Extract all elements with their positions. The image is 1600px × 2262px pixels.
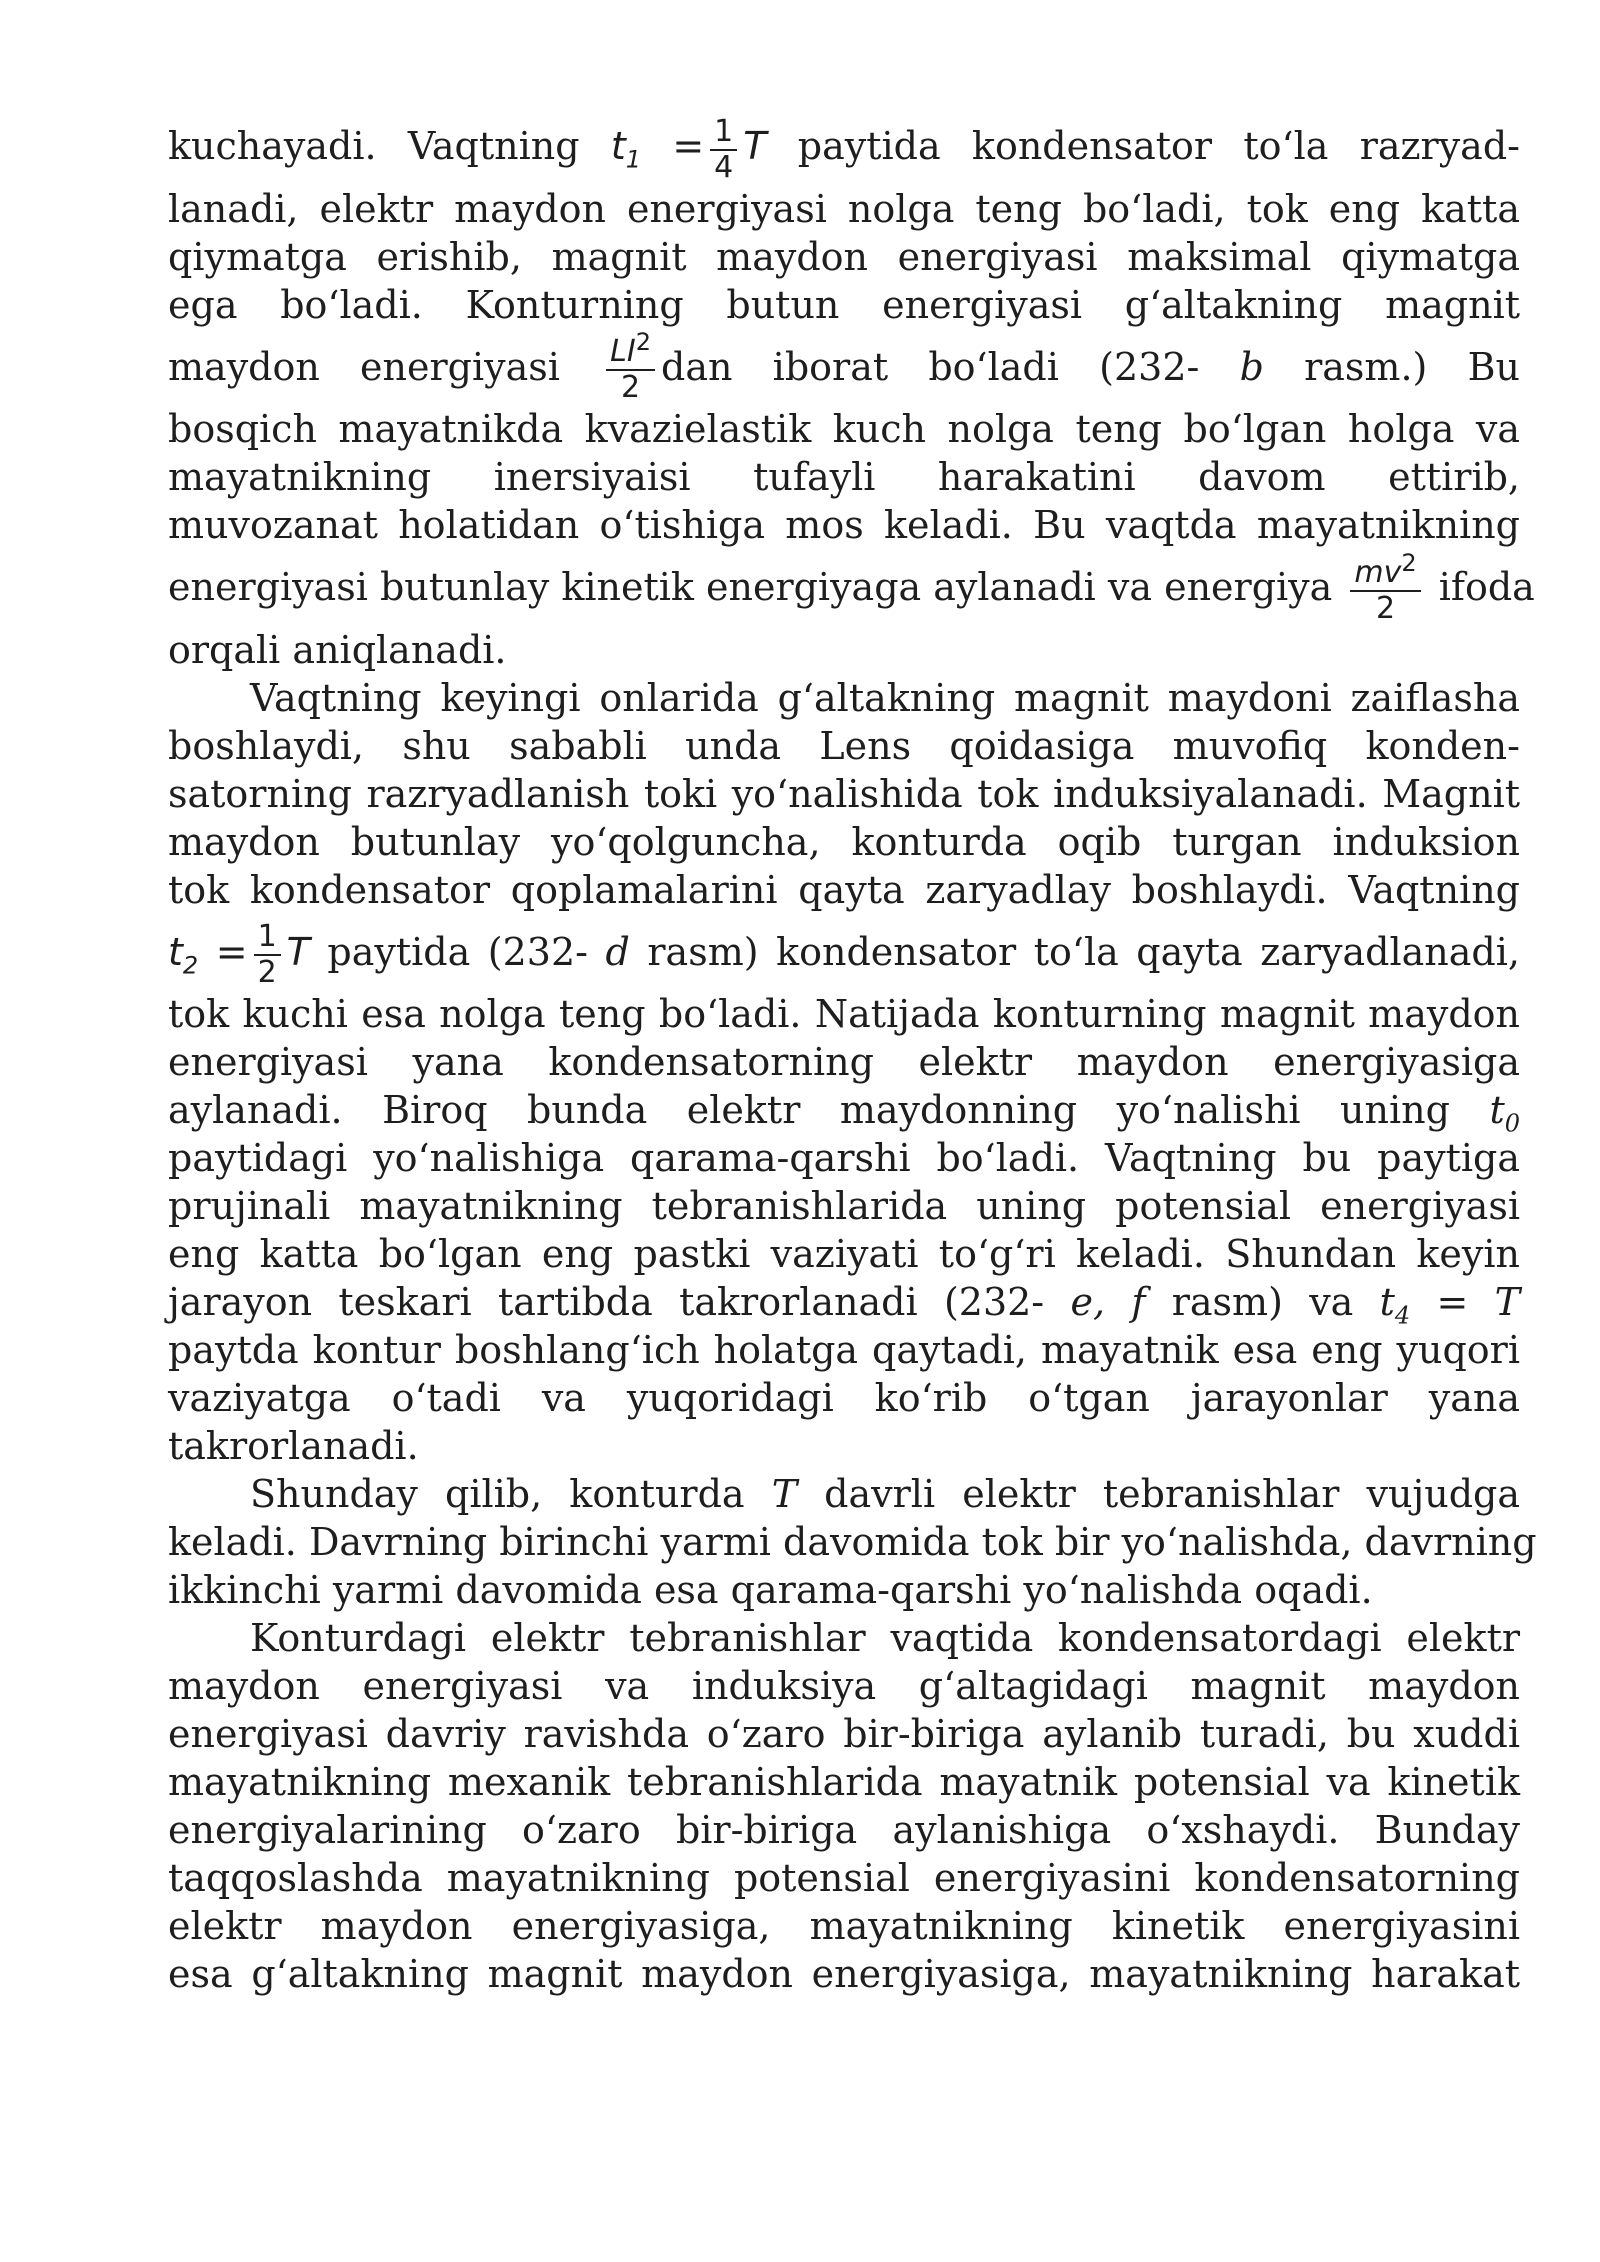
text-line: taqqoslashda mayatnikning potensial energiyasini kondensatorning bbox=[168, 1856, 1520, 1900]
text-line: satorning razryadlanish toki yo‘nalishida tok induksiyalanadi. Magnit bbox=[168, 771, 1520, 816]
time-variable: $t_2$ bbox=[168, 929, 199, 980]
text-line: $t_2$ = $\frac{1}{2}$ T paytida (232- d rasm) kondensator to‘la qayta zaryadlanadi, bbox=[168, 919, 1520, 990]
fraction-one-half: $\frac{1}{2}$ bbox=[254, 920, 281, 990]
paragraph-3 bbox=[168, 1470, 1537, 1614]
equals-sign: = bbox=[672, 124, 705, 168]
text-line: muvozanat holatidan o‘tishiga mos keladi. Bu vaqtda mayatnikning bbox=[168, 503, 1520, 547]
text-line: prujinali mayatnikning tebranishlarida uning potensial energiyasi bbox=[168, 1184, 1520, 1228]
text-line: orqali aniqlanadi. bbox=[168, 627, 507, 672]
fraction-one-quarter: $\frac{1}{4}$ bbox=[710, 115, 737, 185]
text-line: paytda kontur boshlang‘ich holatga qaytadi, mayatnik esa eng yuqori bbox=[168, 1328, 1520, 1372]
text-line: aylanadi. Biroq bunda elektr maydonning yo‘nalishi uning $t_0$ bbox=[168, 1088, 1520, 1138]
equals-sign: = bbox=[215, 929, 248, 974]
time-variable: $t_4$ bbox=[1379, 1280, 1411, 1330]
time-variable: $t_1$ bbox=[610, 124, 642, 174]
paragraph-2 bbox=[168, 674, 1520, 1471]
text-line: takrorlanadi. bbox=[168, 1424, 419, 1468]
paragraph-1 bbox=[168, 108, 1535, 674]
fraction-magnetic-energy: $\frac{LI^2}{2}$ bbox=[606, 335, 655, 405]
period-symbol: T bbox=[743, 124, 767, 168]
page-body bbox=[168, 108, 1537, 1998]
text-line: boshlaydi, shu sababli unda Lens qoidasiga muvofiq konden- bbox=[168, 723, 1520, 768]
text-line: paytidagi yo‘nalishiga qarama-qarshi bo‘ladi. Vaqtning bu paytiga bbox=[168, 1136, 1520, 1180]
period-symbol: T bbox=[286, 929, 310, 974]
text-line: ikkinchi yarmi davomida esa qarama-qarshi yo‘nalishda oqadi. bbox=[168, 1568, 1373, 1612]
text-line: mayatnikning mexanik tebranishlarida mayatnik potensial va kinetik bbox=[168, 1760, 1520, 1804]
text-line: keladi. Davrning birinchi yarmi davomida tok bir yo‘nalishda, davrning bbox=[168, 1520, 1537, 1564]
text-line: esa g‘altakning magnit maydon energiyasiga, mayatnikning harakat bbox=[168, 1952, 1520, 1996]
text-line: tok kuchi esa nolga teng bo‘ladi. Natijada konturning magnit maydon bbox=[168, 992, 1520, 1036]
text-line: Vaqtning keyingi onlarida g‘altakning magnit maydoni zaiflasha bbox=[250, 675, 1520, 720]
text-line: energiyasi butunlay kinetik energiyaga aylanadi va energiya $\frac{mv^2}{2}$ ifoda bbox=[168, 548, 1535, 626]
text-line: jarayon teskari tartibda takrorlanadi (232- e, f rasm) va $t_4 = T$ bbox=[168, 1280, 1520, 1330]
text-line: tok kondensator qoplamalarini qayta zaryadlay boshlaydi. Vaqtning bbox=[168, 867, 1520, 912]
paragraph-4 bbox=[168, 1614, 1520, 1998]
text-line: energiyalarining o‘zaro bir-biriga aylanishiga o‘xshaydi. Bunday bbox=[168, 1808, 1520, 1852]
text-line: energiyasi davriy ravishda o‘zaro bir-biriga aylanib turadi, bu xuddi bbox=[168, 1712, 1520, 1756]
text-line: mayatnikning inersiyaisi tufayli harakatini davom ettirib, bbox=[168, 455, 1520, 499]
text-line: lanadi, elektr maydon energiyasi nolga teng bo‘ladi, tok eng katta bbox=[168, 186, 1520, 231]
text-line: Konturdagi elektr tebranishlar vaqtida kondensatordagi elektr bbox=[250, 1616, 1520, 1660]
text-line: eng katta bo‘lgan eng pastki vaziyati to‘g‘ri keladi. Shundan keyin bbox=[168, 1232, 1520, 1276]
text-line: elektr maydon energiyasiga, mayatnikning kinetik energiyasini bbox=[168, 1904, 1520, 1948]
text-line: kuchayadi. Vaqtning $t_1$ = $\frac{1}{4}$ T paytida kondensator to‘la razryad- bbox=[168, 113, 1520, 185]
text-line: qiymatga erishib, magnit maydon energiyasi maksimal qiymatga bbox=[168, 234, 1520, 279]
text-line: Shunday qilib, konturda T davrli elektr tebranishlar vujudga bbox=[250, 1472, 1520, 1516]
text-line: energiyasi yana kondensatorning elektr maydon energiyasiga bbox=[168, 1040, 1520, 1084]
text-line: maydon butunlay yo‘qolguncha, konturda oqib turgan induksion bbox=[168, 819, 1520, 864]
text-line: maydon energiyasi $\frac{LI^2}{2}$ dan iborat bo‘ladi (232- b rasm.) Bu bbox=[168, 328, 1520, 405]
text-line: bosqich mayatnikda kvazielastik kuch nolga teng bo‘lgan holga va bbox=[168, 407, 1520, 451]
text-line: vaziyatga o‘tadi va yuqoridagi ko‘rib o‘tgan jarayonlar yana bbox=[168, 1376, 1520, 1420]
text-line: maydon energiyasi va induksiya g‘altagidagi magnit maydon bbox=[168, 1664, 1520, 1708]
text-line: ega bo‘ladi. Konturning butun energiyasi g‘altakning magnit bbox=[168, 282, 1520, 327]
fraction-kinetic-energy: $\frac{mv^2}{2}$ bbox=[1350, 556, 1420, 626]
time-variable: $t_0$ bbox=[1489, 1088, 1520, 1138]
